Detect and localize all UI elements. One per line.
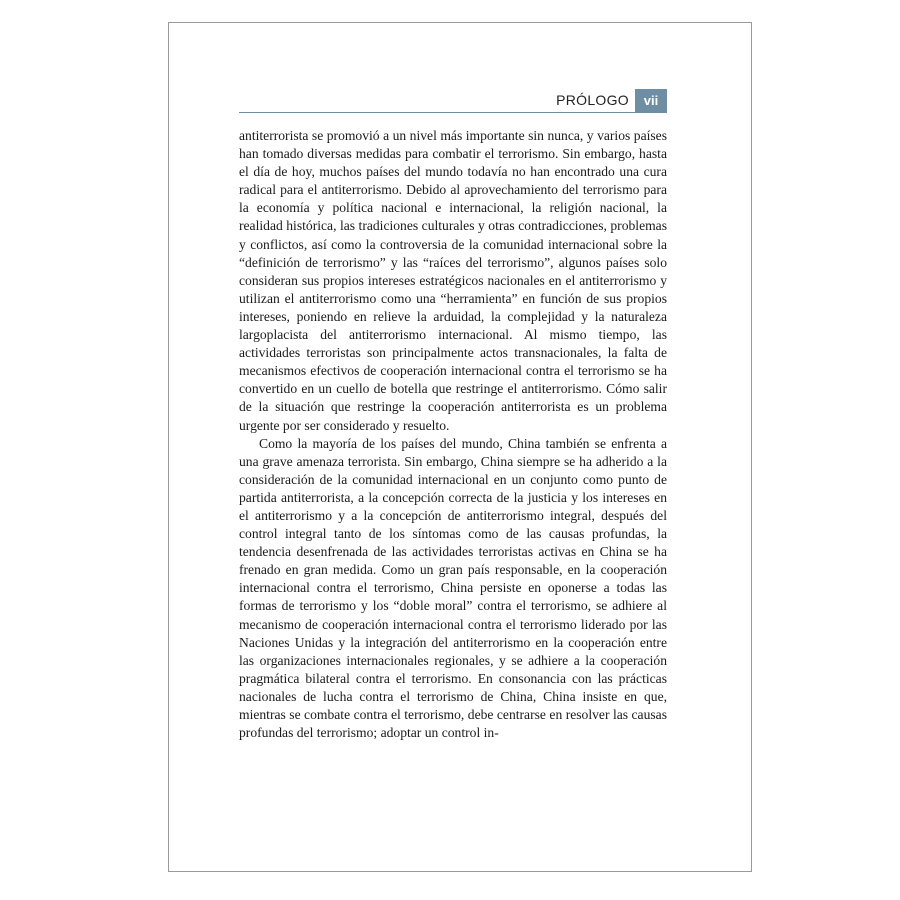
paragraph-2: Como la mayoría de los países del mundo, China también se enfrenta a una grave amenaza terrorista. Sin embargo, China siempre se ha adherido a la consideración de la comunidad internacional en un conjunto como punto de partida antiterrorista, a la concepción correcta de la justicia y los intereses en el antiterrorismo y a la concepción de antiterrorismo integral, después del control integral tanto de los síntomas como de las causas profundas, la tendencia desenfrenada de las actividades terroristas activas en China se ha frenado en gran medida. Como un gran país responsable, en la cooperación internacional contra el terrorismo, China persiste en oponerse a todas las formas de terrorismo y los “doble moral” contra el terrorismo, se adhiere al mecanismo de cooperación internacional contra el terrorismo liderado por las Naciones Unidas y la integración del antiterrorismo en la cooperación entre las organizaciones internacionales regionales, y se adhiere a la cooperación pragmática bilateral contra el terrorismo. En consonancia con las prácticas nacionales de lucha contra el terrorismo de China, China insiste en que, mientras se combate contra el terrorismo, debe centrarse en resolver las causas profundas del terrorismo; adoptar un control in- <box>239 435 667 741</box>
body-text <box>239 127 667 742</box>
paragraph-1: antiterrorista se promovió a un nivel más importante sin nunca, y varios países han tomado diversas medidas para combatir el terrorismo. Sin embargo, hasta el día de hoy, muchos países del mundo todavía no han encontrado una cura radical para el antiterrorismo. Debido al aprovechamiento del terrorismo para la economía y política nacional e internacional, la religión nacional, la realidad histórica, las tradiciones culturales y otras contradicciones, problemas y conflictos, así como la controversia de la comunidad internacional sobre la “definición de terrorismo” y las “raíces del terrorismo”, algunos países solo consideran sus propios intereses estratégicos nacionales en el antiterrorismo y utilizan el antiterrorismo como una “herramienta” en función de sus propios intereses, poniendo en relieve la arduidad, la complejidad y la naturaleza largoplacista del antiterrorismo internacional. Al mismo tiempo, las actividades terroristas son principalmente actos transnacionales, la falta de mecanismos efectivos de cooperación internacional contra el terrorismo se ha convertido en un cuello de botella que restringe el antiterrorismo. Cómo salir de la situación que restringe la cooperación antiterrorista es un problema urgente por ser considerado y resuelto. <box>239 128 667 433</box>
header-rule <box>239 112 667 113</box>
book-page <box>168 22 752 872</box>
header-title: PRÓLOGO <box>556 92 629 108</box>
running-header <box>239 89 667 113</box>
page-number-badge: vii <box>635 89 667 112</box>
